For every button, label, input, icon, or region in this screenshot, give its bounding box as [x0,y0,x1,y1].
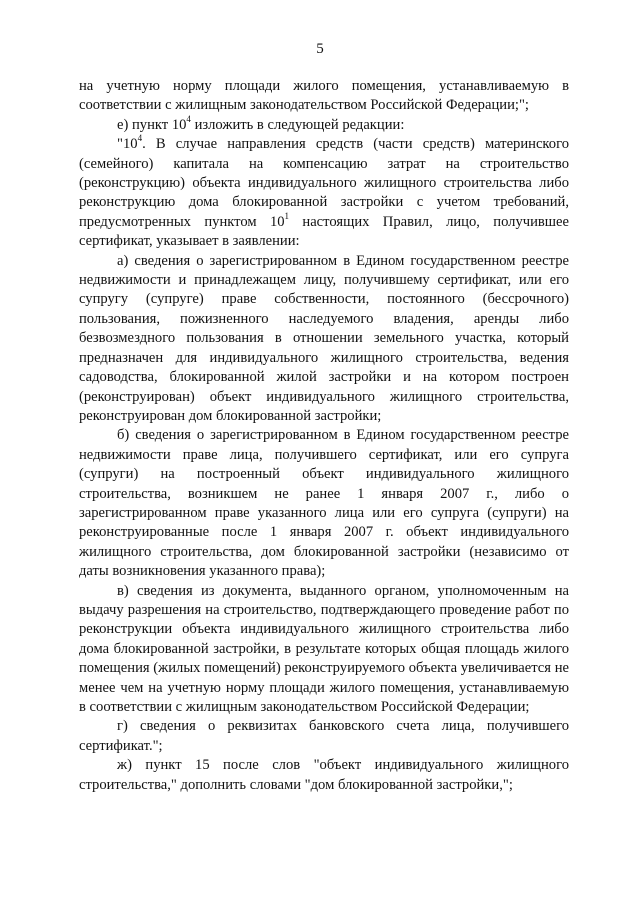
paragraph-item-e: е) пункт $10^4$ изложить в следующей редакции: [117,113,405,133]
page-number: 5 [316,41,324,57]
paragraph-subitem-b: б) сведения о зарегистрированном в Едином государственном реестре недвижимости праве лица, получившего сертификат, или его супруга (супруги) на построенный объект индивидуального жилищного строительства, возникшем не ранее 1 января 2007 г., либо о зарегистрированном праве указанного лица или его супруга (супруги) на реконструированные после 1 января 2007 г. объект индивидуального жилищного строительства, дом блокированной застройки (независимо от даты возникновения указанного права); [79,427,569,580]
paragraph-subitem-v: в) сведения из документа, выданного органом, уполномоченным на выдачу разрешения на строительство, подтверждающего проведение работ по реконструкции объекта индивидуального жилищного строительства либо дома блокированной застройки, в результате которых общая площадь жилого помещения (жилых помещений) реконструируемого объекта увеличивается не менее чем на учетную норму площади жилого помещения, устанавливаемую в соответствии с жилищным законодательством Российской Федерации; [79,582,569,715]
document-body [79,77,569,795]
paragraph-clause-10-4: "$10^4$. В случае направления средств (части средств) материнского (семейного) капитала на компенсацию затрат на строительство (реконструкцию) объекта индивидуального жилищного строительства либо реконструкцию дома блокированной застройки с учетом требований, предусмотренных пунктом $10^1$ настоящих Правил, лицо, получившее сертификат, указывает в заявлении: [79,133,569,250]
paragraph-subitem-g: г) сведения о реквизитах банковского счета лица, получившего сертификат."; [79,718,569,754]
paragraph-continuation: на учетную норму площади жилого помещения, устанавливаемую в соответствии с жилищным законодательством Российской Федерации;"; [79,78,569,114]
paragraph-subitem-a: а) сведения о зарегистрированном в Едином государственном реестре недвижимости и принадлежащем лицу, получившему сертификат, или его супругу (супруге) праве собственности, постоянного (бессрочного) пользования, пожизненного наследуемого владения, аренды либо безвозмездного пользования в отношении земельного участка, который предназначен для индивидуального жилищного строительства, ведения садоводства, блокированной жилой застройки и на котором построен (реконструирован) объект индивидуального жилищного строительства, реконструирован дом блокированной застройки; [79,252,569,424]
paragraph-item-zh: ж) пункт 15 после слов "объект индивидуального жилищного строительства," дополнить словами "дом блокированной застройки,"; [79,757,569,793]
